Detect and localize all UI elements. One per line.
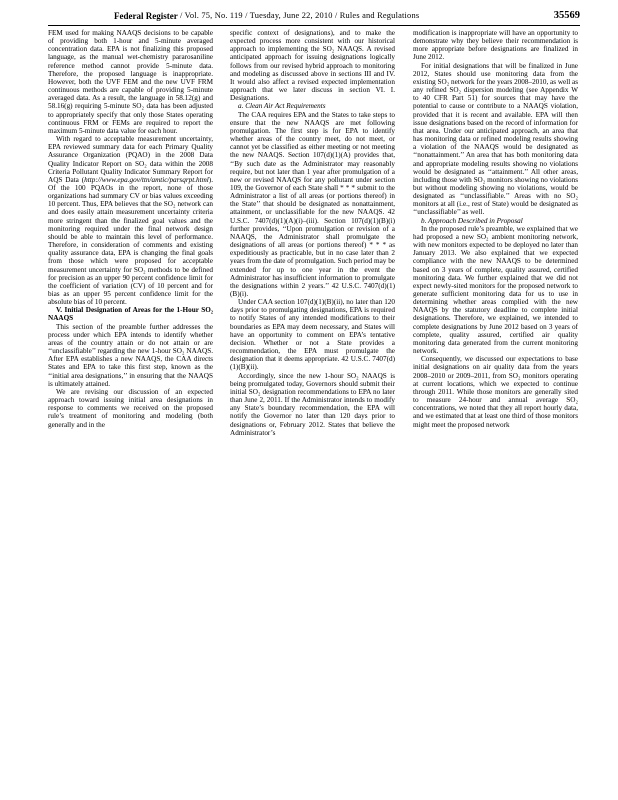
paragraph-text: With regard to acceptable measurement uncertainty, EPA reviewed summary data for each Primary Quality Assurance Organization (PQAO) in the 2008 Data Quality Indicator Report on SO₂ data within the 2008 Criteria Pollutant Quality Indicator Summary Report for AQS Data ( bbox=[48, 135, 213, 184]
paragraph: For initial designations that will be finalized in June 2012, States should use monitoring data from the existing SO₂ network for the years 2008–2010, as well as any refined SO₂ dispersion modeling (see Appendix W to 40 CFR Part 51) for sources that may have the potential to cause or contribute to a NAAQS violation, provided that it is recent and available. EPA will then issue designations based on the record of information for that area. Under our anticipated approach, an area that has monitoring data or refined modeling results showing a violation of the NAAQS would be designated as ‘‘nonattainment.’’ An area that has both monitoring data and appropriate modeling results showing no violations would be designated as ‘‘attainment.’’ All other areas, including those with SO₂ monitors showing no violations but without modeling showing no violations, would be designated as ‘‘unclassifiable.’’ Areas with no SO₂ monitors at all (i.e., rest of State) would be designated as ‘‘unclassifiable’’ as well. bbox=[413, 61, 578, 217]
paragraph bbox=[48, 135, 213, 306]
column-right bbox=[413, 29, 578, 789]
issue-info: / Vol. 75, No. 119 / Tuesday, June 22, 2010 / Rules and Regulations bbox=[180, 11, 420, 20]
header-rule bbox=[48, 25, 580, 26]
subsection-heading: a. Clean Air Act Requirements bbox=[238, 102, 326, 111]
column-middle bbox=[230, 29, 395, 789]
paragraph: Accordingly, since the new 1-hour SO₂ NAAQS is being promulgated today, Governors should submit their initial SO₂ designation recommendations to EPA no later than June 2, 2011. If the Administrator intends to modify any State’s boundary recommendation, the EPA will notify the Governor no later than 120 days prior to designations or, February 2012. States that believe the Administrator’s bbox=[230, 371, 395, 437]
paragraph: Consequently, we discussed our expectations to base initial designations on air quality data from the years 2008–2010 or 2009–2011, from SO₂ monitors operating at current locations, which we expected to continue through 2011. While those monitors are generally sited to measure 24-hour and annual average SO₂ concentrations, we noted that they all report hourly data, and we estimated that at least one third of those monitors might meet the proposed network bbox=[413, 355, 578, 429]
paragraph: This section of the preamble further addresses the process under which EPA intends to identify whether areas of the country attain or do not attain or are ‘‘unclassifiable’’ regarding the new 1-hour SO₂ NAAQS. After EPA establishes a new NAAQS, the CAA directs States and EPA to take this first step, known as the ‘‘initial area designations,’’ in ensuring that the NAAQS is ultimately attained. bbox=[48, 322, 213, 388]
paragraph: specific context of designations), and to make the expected process more consistent with our historical approach to implementing the SO₂ NAAQS. A revised anticipated approach for issuing designations logically follows from our revised hybrid approach to monitoring and modeling as discussed above in sections III and IV. It would also affect a revised expected implementation approach that we later discuss in section VI. I. Designations. bbox=[230, 29, 395, 103]
section-heading: V. Initial Designation of Areas for the 1-Hour SO₂ NAAQS bbox=[48, 306, 213, 323]
page-header bbox=[48, 10, 580, 24]
paragraph: modification is inappropriate will have an opportunity to demonstrate why they believe their recommendation is more appropriate before designations are finalized in June 2012. bbox=[413, 29, 578, 62]
column-left bbox=[48, 29, 213, 789]
paragraph: In the proposed rule’s preamble, we explained that we had proposed a new SO₂ ambient monitoring network, with new monitors expected to be deployed no later than January 2013. We also explained that we expected compliance with the new NAAQS to be determined based on 3 years of complete, quality assured, certified monitoring data. We further explained that we did not expect newly-sited monitors for the proposed network to generate sufficient monitoring data for us to use in determining whether areas complied with the new NAAQS by the statutory deadline to complete initial designations. Therefore, we explained, we intended to complete designations by June 2012 based on 3 years of complete, quality assured, certified air quality monitoring data generated from the current monitoring network. bbox=[413, 224, 578, 356]
paragraph: FEM used for making NAAQS decisions to be capable of providing both 1-hour and 5-minute averaged concentration data. EPA is not finalizing this proposed language, as the manual wet-chemistry pararosaniline reference method cannot provide 5-minute data. Therefore, the proposed language is inappropriate. However, both the UVF FEM and the new UVF FRM continuous methods are capable of providing 5-minute averaged data. As a result, the language in 58.12(g) and 58.16(g) requiring 5-minute SO₂ data has been adjusted to appropriately specify that only those States operating continuous FRM or FEMs are required to report the maximum 5-minute data value for each hour. bbox=[48, 29, 213, 135]
publication-title: Federal Register bbox=[114, 11, 178, 21]
paragraph: The CAA requires EPA and the States to take steps to ensure that the new NAAQS are met following promulgation. The first step is for EPA to identify whether areas of the country meet, do not meet, or cannot yet be classified as either meeting or not meeting the new NAAQS. Section 107(d)(1)(A) provides that, ‘‘By such date as the Administrator may reasonably require, but not later than 1 year after promulgation of a new or revised NAAQS for any pollutant under section 109, the Governor of each State shall * * * submit to the Administrator a list of all areas (or portions thereof) in the State’’ that should be designated as nonattainment, attainment, or unclassifiable for the new NAAQS. 42 U.S.C. 7407(d)(1)(A)(i)–(iii). Section 107(d)(1)(B)(i) further provides, ‘‘Upon promulgation or revision of a NAAQS, the Administrator shall promulgate the designations of all areas (or portions thereof) * * * as expeditiously as practicable, but in no case later than 2 years from the date of promulgation. Such period may be extended for up to one year in the event the Administrator has insufficient information to promulgate the designations within 2 years.’’ 42 U.S.C. 7407(d)(1)(B)(i). bbox=[230, 110, 395, 298]
report-link[interactable]: http://www.epa.gov/ttn/amtic/parsqrpt.html bbox=[84, 175, 209, 184]
paragraph-text: ). Of the 100 PQAOs in the report, none of those organizations had summary CV or bias values exceeding 10 percent. Thus, EPA believes that the SO₂ network can and does easily attain measurement uncertainty criteria more stringent than the finalized goal values and the monitoring required under the final network design should be able to maintain this level of performance. Therefore, in consideration of comments and existing quality assurance data, EPA is changing the final goals from those which were proposed for acceptable measurement uncertainty for SO₂ methods to be defined for precision as an upper 90 percent confidence limit for the coefficient of variation (CV) of 10 percent and for bias as an upper 95 percent confidence limit for the absolute bias of 10 percent. bbox=[48, 175, 213, 307]
page-number: 35569 bbox=[553, 10, 580, 21]
subsection-heading: b. Approach Described in Proposal bbox=[421, 216, 523, 225]
paragraph: We are revising our discussion of an expected approach toward issuing initial area designations in response to comments we received on the proposed rule’s treatment of monitoring and modeling (both generally and in the bbox=[48, 387, 213, 429]
paragraph: Under CAA section 107(d)(1)(B)(ii), no later than 120 days prior to promulgating designations, EPA is required to notify States of any intended modifications to their boundaries as EPA may deem necessary, and States will have an opportunity to comment on EPA’s tentative decision. Whether or not a State provides a recommendation, the EPA must promulgate the designation that it deems appropriate. 42 U.S.C. 7407(d)(1)(B)(ii). bbox=[230, 298, 395, 372]
